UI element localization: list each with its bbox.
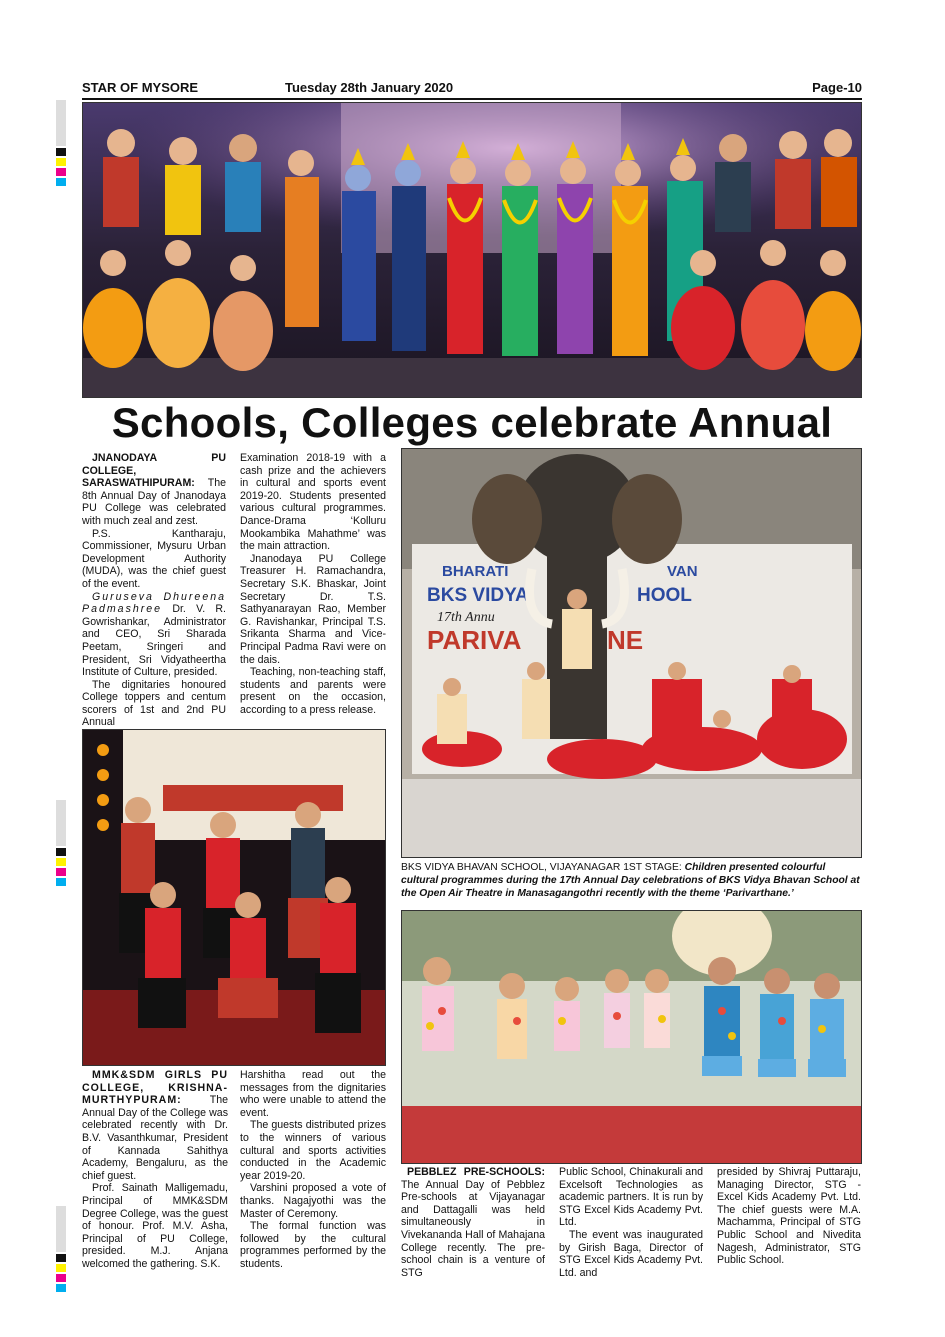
banner-line4b: NE — [607, 625, 644, 655]
banner-line4: PARIVA — [427, 625, 522, 655]
article-jnanodaya-p5: Examination 2018-19 with a cash prize and the achievers in cultural and sports event 2019-20. Students presented various cultural programmes. Dance-Drama ‘Kolluru Mookambika Mahathme’ was the main attraction. — [240, 452, 386, 553]
issue-date: Tuesday 28th January 2020 — [285, 80, 454, 95]
article-mmk-p5: Varshini proposed a vote of thanks. Nagajyothi was the Master of Ceremony. — [240, 1182, 386, 1220]
article-pebblez-col3 — [717, 1166, 861, 1267]
article-mmk-p4: The guests distributed prizes to the winners of various cultural and sports activities conducted in the Academic year 2019-20. — [240, 1119, 386, 1182]
article-jnanodaya-p6: Jnanodaya PU College Treasurer H. Ramachandra, Secretary S.K. Bhaskar, Joint Secretary Dr. T.S. Sathyanarayan Rao, Member G. Ravishankar, Principal T.S. Srikanta Sharma and Vice-Principal Padma Ravi were on the dais. — [240, 552, 386, 666]
article-pebblez-p4: presided by Shivraj Puttaraju, Managing Director, STG - Excel Kids Academy Pvt. Ltd. The chief guests were M.A. Machamma, Principal of STG Public School and Nivedita Nagesh, Administrator, STG Public School. — [717, 1166, 861, 1267]
article-mmk-col1 — [82, 1069, 228, 1271]
article-jnanodaya-lead: JNANODAYA PU COLLEGE, SARASWATHIPURAM: — [82, 452, 226, 490]
bks-caption-lead: BKS VIDYA BHAVAN SCHOOL, VIJAYANAGAR 1ST STAGE: — [401, 862, 682, 873]
banner-line1: BHARATI — [442, 563, 509, 580]
page-headline: Schools, Colleges celebrate Annual — [111, 399, 833, 446]
article-jnanodaya-p4: The dignitaries honoured College toppers and centum scorers of 1st and 2nd PU Annual — [82, 678, 226, 729]
article-pebblez-p3: The event was inaugurated by Girish Baga, Director of STG Excel Kids Academy Pvt. Ltd. and — [559, 1228, 703, 1279]
article-mmk-p6: The formal function was followed by the cultural programmes performed by the students. — [240, 1220, 386, 1270]
annual-day-stage-photo — [82, 102, 862, 398]
bks-vidya-bhavan-photo — [401, 448, 862, 858]
article-pebblez-lead: PEBBLEZ PRE-SCHOOLS: — [407, 1166, 545, 1178]
banner-line1b: VAN — [667, 563, 698, 580]
registration-marks-mid — [56, 800, 66, 888]
mmk-sdm-dance-photo — [82, 729, 386, 1066]
article-jnanodaya-p3: Dr. V. R. Gowrishankar, Administrator and CEO, Sri Sharada Peetam, Sringeri and President, Sri Vidyatheertha Institute of Culture, presided. — [82, 603, 226, 679]
article-jnanodaya-p2: P.S. Kantharaju, Commissioner, Mysuru Urban Development Authority (MUDA), was the chief guest of the event. — [82, 527, 226, 590]
registration-marks-top — [56, 100, 66, 188]
pebblez-preschool-photo — [401, 910, 862, 1164]
masthead: STAR OF MYSORE — [82, 80, 199, 95]
page-number: Page-10 — [812, 80, 862, 95]
article-pebblez-col2 — [559, 1166, 703, 1279]
bks-caption — [401, 861, 860, 900]
bks-caption-text: Children presented colourful cultural programmes during the 17th Annual Day celebrations of BKS Vidya Bhavan School at the Open Air Theatre in Manasagangothri recently with the theme ‘Parivarthane.’ — [401, 862, 860, 899]
page-header — [82, 78, 862, 100]
article-jnanodaya-p1: The 8th Annual Day of Jnanodaya PU College was celebrated with much zeal and zest. — [82, 477, 226, 527]
article-mmk-lead: MMK&SDM GIRLS PU COLLEGE, KRISHNA-MURTHYPURAM: — [82, 1069, 228, 1107]
article-mmk-p1: The Annual Day of the College was celebrated recently with Dr. B.V. Vasanthkumar, President of Kannada Sahithya Academy, Bengaluru, as the chief guest. — [82, 1094, 228, 1182]
article-jnanodaya-p7: Teaching, non-teaching staff, students and parents were present on the occasion, according to a press release. — [240, 666, 386, 716]
article-mmk-p3: Harshitha read out the messages from the dignitaries who were unable to attend the event. — [240, 1069, 386, 1119]
banner-line2: BKS VIDYA — [427, 585, 529, 606]
registration-marks-bottom — [56, 1206, 66, 1294]
article-pebblez-p1: The Annual Day of Pebblez Pre-schools at Vijayanagar and Dattagalli was held simultaneously in Vivekananda Hall of Mahajana College recently. The pre-school chain is a venture of STG — [401, 1178, 545, 1279]
article-jnanodaya-col2 — [240, 452, 386, 716]
article-mmk-col2 — [240, 1069, 386, 1271]
banner-line3: 17th Annu — [437, 610, 495, 625]
article-pebblez-col1 — [401, 1166, 545, 1279]
article-jnanodaya-col1 — [82, 452, 226, 729]
article-pebblez-p2: Public School, Chinakurali and Excelsoft Technologies as academic partners. It is run by STG Excel Kids Academy Pvt. Ltd. — [559, 1166, 703, 1229]
banner-line2b: HOOL — [637, 585, 692, 606]
article-jnanodaya-title: Guruseva Dhureena Padmashree — [82, 590, 226, 616]
article-mmk-p2: Prof. Sainath Malligemadu, Principal of MMK&SDM Degree College, was the guest of honour. Prof. M.V. Asha, Principal of PU College, presided. M.J. Anjana welcomed the gathering. S.K. — [82, 1182, 228, 1270]
